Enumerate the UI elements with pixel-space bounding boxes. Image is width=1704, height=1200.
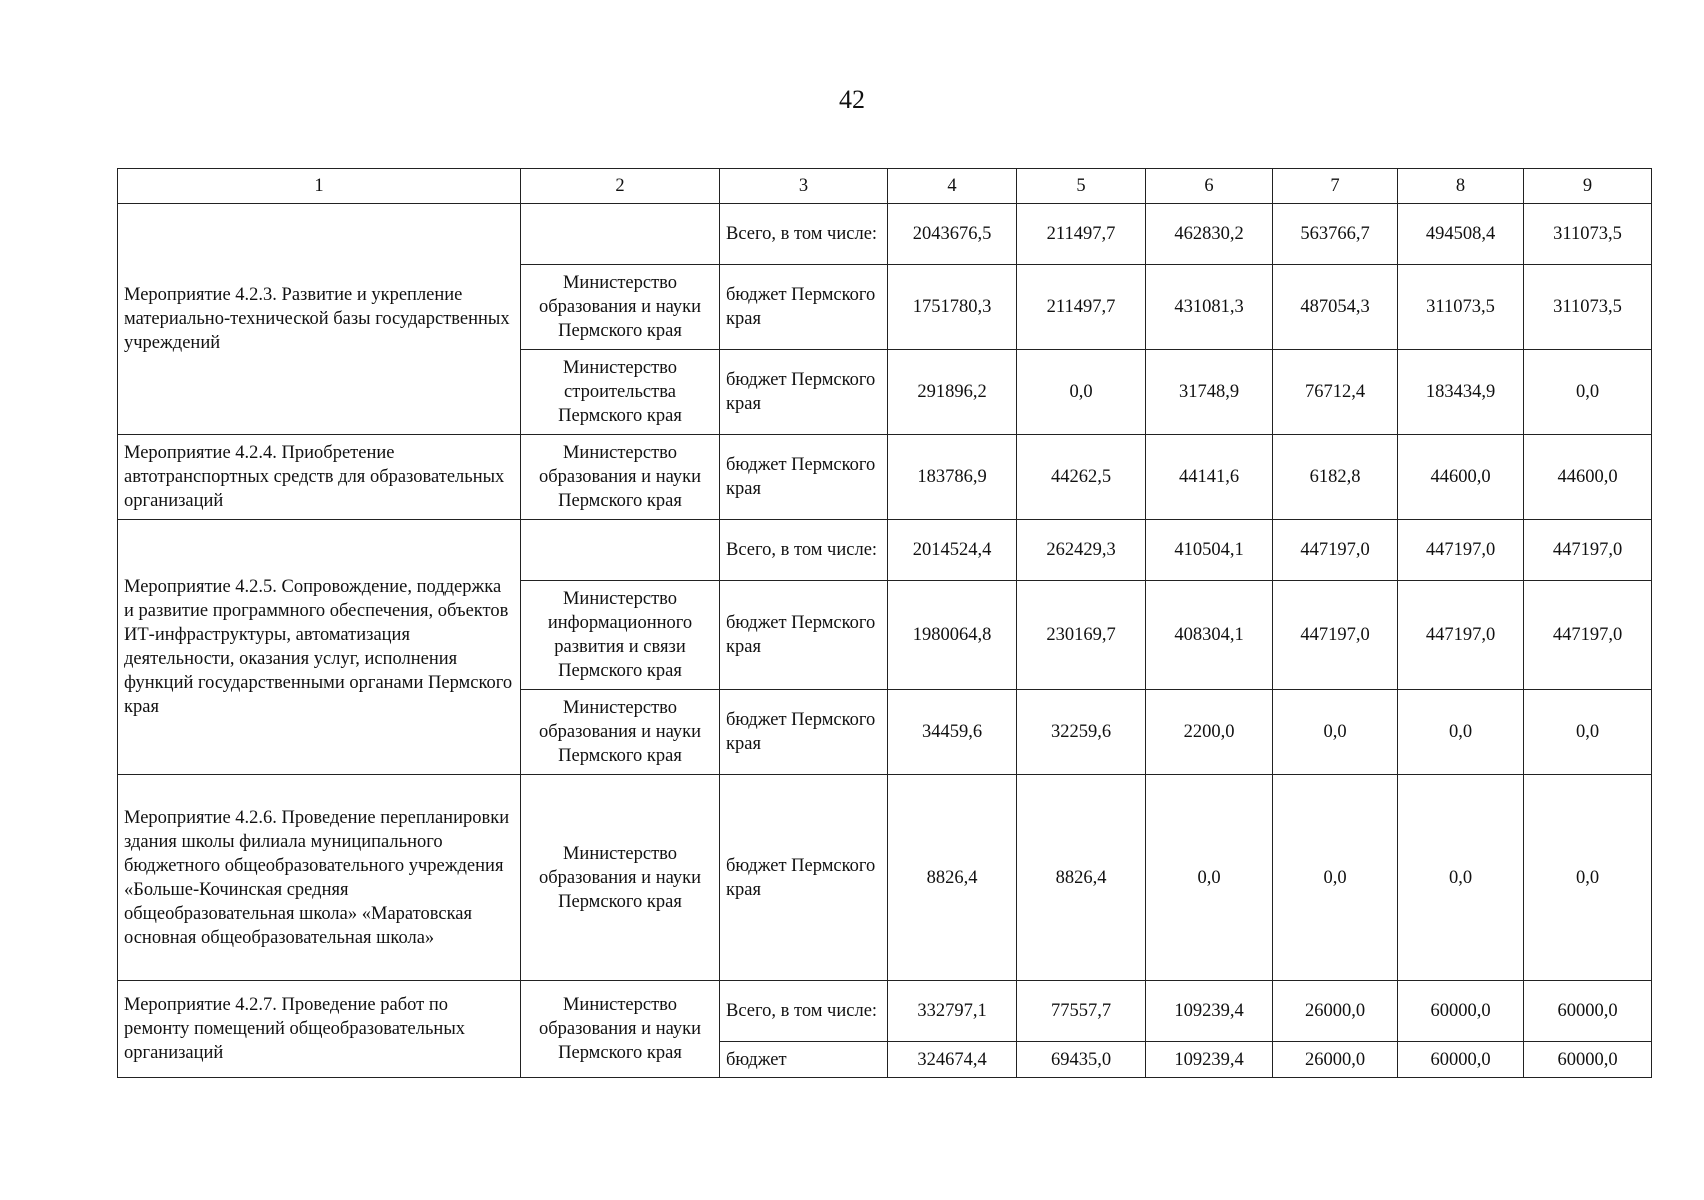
value-cell: 2200,0 — [1146, 690, 1273, 775]
value-cell: 2043676,5 — [888, 204, 1017, 265]
column-header: 4 — [888, 169, 1017, 204]
value-cell: 6182,8 — [1273, 435, 1398, 520]
value-cell: 408304,1 — [1146, 581, 1273, 690]
activity-title: Мероприятие 4.2.5. Сопровождение, поддержка и развитие программного обеспечения, объектов ИТ-инфраструктуры, автоматизация деятельности, оказания услуг, исполнения функций государственными органами Пермского края — [118, 520, 521, 775]
responsible-org — [521, 204, 720, 265]
value-cell: 77557,7 — [1017, 981, 1146, 1042]
value-cell: 44600,0 — [1398, 435, 1524, 520]
funding-source: бюджет Пермского края — [720, 690, 888, 775]
value-cell: 69435,0 — [1017, 1042, 1146, 1078]
value-cell: 262429,3 — [1017, 520, 1146, 581]
responsible-org — [521, 520, 720, 581]
header-row — [118, 169, 1652, 204]
value-cell: 311073,5 — [1398, 265, 1524, 350]
value-cell: 0,0 — [1273, 775, 1398, 981]
column-header: 3 — [720, 169, 888, 204]
activity-title: Мероприятие 4.2.6. Проведение перепланировки здания школы филиала муниципального бюджетного общеобразовательного учреждения «Больше-Кочинская средняя общеобразовательная школа» «Маратовская основная общеобразовательная школа» — [118, 775, 521, 981]
budget-table — [117, 168, 1652, 1078]
value-cell: 8826,4 — [1017, 775, 1146, 981]
table-row — [118, 520, 1652, 581]
value-cell: 431081,3 — [1146, 265, 1273, 350]
value-cell: 0,0 — [1524, 350, 1652, 435]
value-cell: 44141,6 — [1146, 435, 1273, 520]
value-cell: 183786,9 — [888, 435, 1017, 520]
responsible-org: Министерство образования и науки Пермского края — [521, 775, 720, 981]
value-cell: 32259,6 — [1017, 690, 1146, 775]
value-cell: 183434,9 — [1398, 350, 1524, 435]
value-cell: 34459,6 — [888, 690, 1017, 775]
funding-source: бюджет Пермского края — [720, 350, 888, 435]
value-cell: 109239,4 — [1146, 981, 1273, 1042]
responsible-org: Министерство образования и науки Пермского края — [521, 435, 720, 520]
value-cell: 447197,0 — [1524, 520, 1652, 581]
value-cell: 487054,3 — [1273, 265, 1398, 350]
value-cell: 0,0 — [1524, 690, 1652, 775]
value-cell: 60000,0 — [1398, 1042, 1524, 1078]
funding-source: бюджет Пермского края — [720, 775, 888, 981]
responsible-org: Министерство образования и науки Пермского края — [521, 690, 720, 775]
column-header: 6 — [1146, 169, 1273, 204]
value-cell: 0,0 — [1398, 775, 1524, 981]
funding-source: Всего, в том числе: — [720, 204, 888, 265]
value-cell: 291896,2 — [888, 350, 1017, 435]
responsible-org: Министерство образования и науки Пермского края — [521, 981, 720, 1078]
value-cell: 230169,7 — [1017, 581, 1146, 690]
value-cell: 60000,0 — [1524, 981, 1652, 1042]
value-cell: 311073,5 — [1524, 265, 1652, 350]
responsible-org: Министерство строительства Пермского края — [521, 350, 720, 435]
value-cell: 447197,0 — [1398, 581, 1524, 690]
value-cell: 44262,5 — [1017, 435, 1146, 520]
value-cell: 44600,0 — [1524, 435, 1652, 520]
value-cell: 0,0 — [1146, 775, 1273, 981]
value-cell: 447197,0 — [1273, 581, 1398, 690]
value-cell: 211497,7 — [1017, 204, 1146, 265]
page-number: 42 — [839, 85, 865, 114]
value-cell: 462830,2 — [1146, 204, 1273, 265]
funding-source: Всего, в том числе: — [720, 981, 888, 1042]
value-cell: 324674,4 — [888, 1042, 1017, 1078]
table-row — [118, 204, 1652, 265]
value-cell: 1751780,3 — [888, 265, 1017, 350]
column-header: 1 — [118, 169, 521, 204]
value-cell: 8826,4 — [888, 775, 1017, 981]
funding-source: бюджет Пермского края — [720, 435, 888, 520]
table-row — [118, 981, 1652, 1042]
value-cell: 1980064,8 — [888, 581, 1017, 690]
value-cell: 447197,0 — [1524, 581, 1652, 690]
value-cell: 494508,4 — [1398, 204, 1524, 265]
value-cell: 0,0 — [1273, 690, 1398, 775]
value-cell: 109239,4 — [1146, 1042, 1273, 1078]
table-row — [118, 775, 1652, 981]
column-header: 5 — [1017, 169, 1146, 204]
value-cell: 26000,0 — [1273, 1042, 1398, 1078]
value-cell: 332797,1 — [888, 981, 1017, 1042]
value-cell: 76712,4 — [1273, 350, 1398, 435]
column-header: 2 — [521, 169, 720, 204]
value-cell: 563766,7 — [1273, 204, 1398, 265]
funding-source: Всего, в том числе: — [720, 520, 888, 581]
activity-title: Мероприятие 4.2.3. Развитие и укрепление материально-технической базы государственных учреждений — [118, 204, 521, 435]
activity-title: Мероприятие 4.2.7. Проведение работ по ремонту помещений общеобразовательных организаций — [118, 981, 521, 1078]
value-cell: 2014524,4 — [888, 520, 1017, 581]
value-cell: 60000,0 — [1398, 981, 1524, 1042]
value-cell: 26000,0 — [1273, 981, 1398, 1042]
value-cell: 211497,7 — [1017, 265, 1146, 350]
value-cell: 0,0 — [1398, 690, 1524, 775]
value-cell: 31748,9 — [1146, 350, 1273, 435]
column-header: 9 — [1524, 169, 1652, 204]
value-cell: 447197,0 — [1398, 520, 1524, 581]
value-cell: 60000,0 — [1524, 1042, 1652, 1078]
value-cell: 0,0 — [1524, 775, 1652, 981]
funding-source: бюджет Пермского края — [720, 581, 888, 690]
column-header: 8 — [1398, 169, 1524, 204]
column-header: 7 — [1273, 169, 1398, 204]
table-row — [118, 435, 1652, 520]
value-cell: 0,0 — [1017, 350, 1146, 435]
funding-source: бюджет Пермского края — [720, 265, 888, 350]
activity-title: Мероприятие 4.2.4. Приобретение автотранспортных средств для образовательных организаций — [118, 435, 521, 520]
responsible-org: Министерство образования и науки Пермского края — [521, 265, 720, 350]
value-cell: 447197,0 — [1273, 520, 1398, 581]
responsible-org: Министерство информационного развития и связи Пермского края — [521, 581, 720, 690]
value-cell: 410504,1 — [1146, 520, 1273, 581]
funding-source: бюджет — [720, 1042, 888, 1078]
value-cell: 311073,5 — [1524, 204, 1652, 265]
